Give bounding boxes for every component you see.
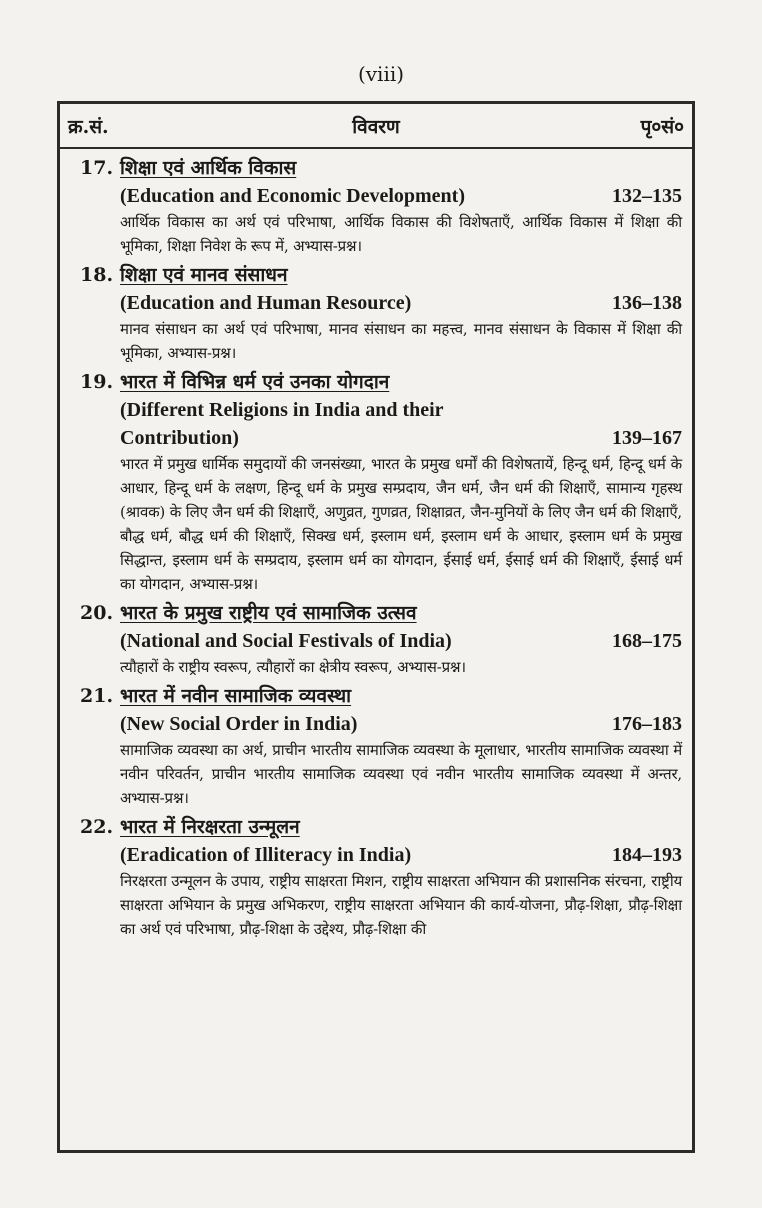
entry-description: त्यौहारों के राष्ट्रीय स्वरूप, त्यौहारों का क्षेत्रीय स्वरूप, अभ्यास-प्रश्न। xyxy=(120,658,466,676)
entry-page-range: 136–138 xyxy=(612,292,682,314)
contents-table xyxy=(57,101,695,1153)
entry-title-row xyxy=(80,600,682,627)
entry-english-title: (New Social Order in India) xyxy=(120,713,358,735)
entry-page-range: 168–175 xyxy=(612,630,682,652)
entry-title: भारत में निरक्षरता उन्मूलन xyxy=(120,816,300,838)
toc-entry xyxy=(80,262,682,365)
entry-description: सामाजिक व्यवस्था का अर्थ, प्राचीन भारतीय सामाजिक व्यवस्था के मूलाधार, भारतीय सामाजिक व्यवस्था में नवीन परिवर्तन, प्राचीन भारतीय सामाजिक व्यवस्था एवं नवीन भारतीय सामाजिक व्यवस्था में अन्तर, अभ्यास-प्रश्न। xyxy=(120,741,682,807)
entry-english-title: (Different Religions in India and their xyxy=(120,399,444,421)
entry-title-row xyxy=(80,155,682,182)
entry-title: भारत में विभिन्न धर्म एवं उनका योगदान xyxy=(120,371,390,393)
header-page-number: पृ०सं० xyxy=(640,115,684,138)
toc-entry xyxy=(80,155,682,258)
entry-title-row xyxy=(80,814,682,841)
entry-description: निरक्षरता उन्मूलन के उपाय, राष्ट्रीय साक्षरता मिशन, राष्ट्रीय साक्षरता अभियान की प्रशासनिक संरचना, राष्ट्रीय साक्षरता अभियान के प्रमुख अभिकरण, राष्ट्रीय साक्षरता अभियान की कार्य-योजना, प्रौढ़-शिक्षा, प्रौढ़-शिक्षा का अर्थ एवं परिभाषा, प्रौढ़-शिक्षा के उद्देश्य, प्रौढ़-शिक्षा की xyxy=(120,872,682,938)
toc-entry xyxy=(80,814,682,941)
entry-title: भारत में नवीन सामाजिक व्यवस्था xyxy=(120,685,352,707)
entry-english-title-row xyxy=(120,396,682,424)
entry-number: 21. xyxy=(80,685,114,707)
entry-title: शिक्षा एवं मानव संसाधन xyxy=(120,264,288,286)
entry-body xyxy=(80,396,682,596)
entry-page-range: 176–183 xyxy=(612,713,682,735)
entry-title-row xyxy=(80,262,682,289)
entry-title: शिक्षा एवं आर्थिक विकास xyxy=(120,157,297,179)
entry-english-title-row xyxy=(120,627,682,655)
header-description: विवरण xyxy=(352,115,400,138)
entry-body xyxy=(80,289,682,365)
entry-body xyxy=(80,182,682,258)
entry-english-title-row xyxy=(120,710,682,738)
entry-number: 18. xyxy=(80,264,114,286)
entry-description: आर्थिक विकास का अर्थ एवं परिभाषा, आर्थिक विकास की विशेषताएँ, आर्थिक विकास में शिक्षा की भूमिका, शिक्षा निवेश के रूप में, अभ्यास-प्रश्न। xyxy=(120,213,682,255)
entry-english-title: (Education and Human Resource) xyxy=(120,292,412,314)
header-serial-number: क्र.सं. xyxy=(68,115,109,138)
entry-english-title: (Eradication of Illiteracy in India) xyxy=(120,844,412,866)
toc-entry xyxy=(80,683,682,810)
entry-english-title-row xyxy=(120,841,682,869)
entry-body xyxy=(80,627,682,679)
entry-english-title-row xyxy=(120,182,682,210)
entry-english-title-row xyxy=(120,289,682,317)
entry-english-title: (Education and Economic Development) xyxy=(120,185,465,207)
entry-number: 17. xyxy=(80,157,114,179)
entry-title: भारत के प्रमुख राष्ट्रीय एवं सामाजिक उत्सव xyxy=(120,602,417,624)
entries-list xyxy=(60,149,692,941)
page-number: (viii) xyxy=(357,62,405,86)
toc-entry xyxy=(80,600,682,679)
entry-description: भारत में प्रमुख धार्मिक समुदायों की जनसंख्या, भारत के प्रमुख धर्मों की विशेषतायें, हिन्दू धर्म, हिन्दू धर्म के आधार, हिन्दू धर्म के लक्षण, हिन्दू धर्म के प्रमुख सम्प्रदाय, जैन धर्म, जैन धर्म की शिक्षाएँ, सामान्य गृहस्थ (श्रावक) के लिए जैन धर्म की शिक्षाएँ, अणुव्रत, गुणव्रत, शिक्षाव्रत, जैन-मुनियों के लिए जैन धर्म की शिक्षाएँ, बौद्ध धर्म, बौद्ध धर्म की शिक्षाएँ, सिक्ख धर्म, इस्लाम धर्म, इस्लाम धर्म के आधार, इस्लाम धर्म के प्रमुख सिद्धान्त, इस्लाम धर्म के सम्प्रदाय, इस्लाम धर्म का योगदान, ईसाई धर्म, ईसाई धर्म की शिक्षाएँ, ईसाई धर्म का योगदान, अभ्यास-प्रश्न। xyxy=(120,455,682,593)
entry-title-row xyxy=(80,683,682,710)
table-header xyxy=(60,104,692,149)
entry-english-title: (National and Social Festivals of India) xyxy=(120,630,452,652)
entry-page-range: 139–167 xyxy=(612,427,682,449)
entry-number: 19. xyxy=(80,371,114,393)
entry-english-title-row xyxy=(120,424,682,452)
entry-number: 22. xyxy=(80,816,114,838)
entry-title-row xyxy=(80,369,682,396)
entry-number: 20. xyxy=(80,602,114,624)
entry-body xyxy=(80,710,682,810)
entry-english-title: Contribution) xyxy=(120,427,239,449)
entry-page-range: 184–193 xyxy=(612,844,682,866)
entry-body xyxy=(80,841,682,941)
toc-entry xyxy=(80,369,682,596)
entry-page-range: 132–135 xyxy=(612,185,682,207)
entry-description: मानव संसाधन का अर्थ एवं परिभाषा, मानव संसाधन का महत्त्व, मानव संसाधन के विकास में शिक्षा की भूमिका, अभ्यास-प्रश्न। xyxy=(120,320,682,362)
